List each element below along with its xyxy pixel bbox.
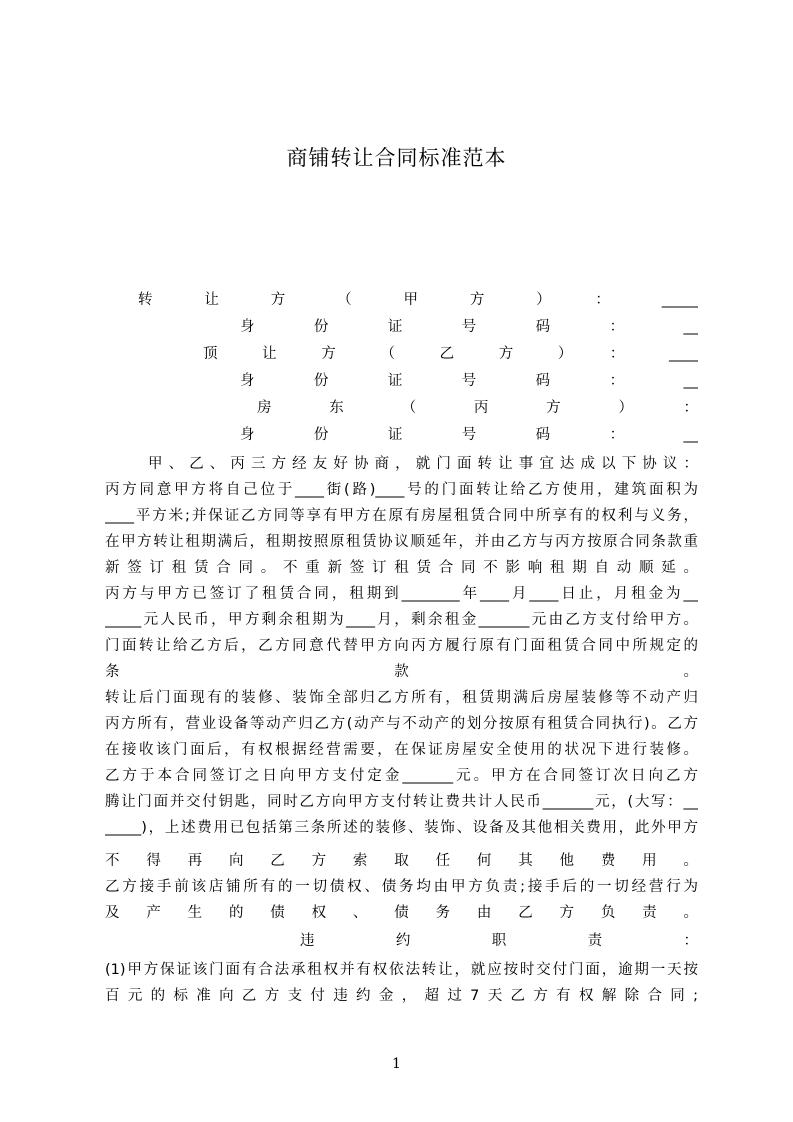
text-line-landlord: 房东（丙方）： xyxy=(257,400,698,416)
text-line: 转让后门面现有的装修、装饰全部归乙方所有，租赁期满后房屋装修等不动产归 xyxy=(105,690,698,706)
section-heading-breach-liability: 违约职责： xyxy=(300,933,698,949)
text-line: 在接收该门面后，有权根据经营需要，在保证房屋安全使用的状况下进行装修。 xyxy=(105,742,698,758)
text-line: 及产生的债权、债务由乙方负责。 xyxy=(105,905,698,921)
text-line: 门面转让给乙方后，乙方同意代替甲方向丙方履行原有门面租赁合同中所规定的 xyxy=(105,638,698,654)
text-line: 丙方同意甲方将自己位于____街(路)____号的门面转让给乙方使用，建筑面积为 xyxy=(105,482,698,498)
text-line-id-number-b: 身份证号码：__ xyxy=(240,373,698,389)
text-line: _____元人民币，甲方剩余租期为____月，剩余租金_______元由乙方支付给甲方。 xyxy=(105,612,698,628)
text-line: ____平方米;并保证乙方同等享有甲方在原有房屋租赁合同中所享有的权利与义务， xyxy=(105,508,698,524)
text-line-transferor: 转让方（甲方）：_____ xyxy=(138,292,698,308)
text-line: 乙方于本合同签订之日向甲方支付定金_______元。甲方在合同签订次日向乙方 xyxy=(105,768,698,784)
text-line: 丙方所有，营业设备等动产归乙方(动产与不动产的划分按原有租赁合同执行)。乙方 xyxy=(105,716,698,732)
text-line: 新签订租赁合同。不重新签订租赁合同不影响租期自动顺延。 xyxy=(105,560,698,576)
text-line: 在甲方转让租期满后，租期按照原租赁协议顺延年，并由乙方与丙方按原合同条款重 xyxy=(105,534,698,550)
text-line-id-number-c: 身份证号码：__ xyxy=(240,427,698,443)
page-number: 1 xyxy=(392,1056,401,1072)
text-line: 不得再向乙方索取任何其他费用。 xyxy=(105,853,698,869)
text-line-id-number-a: 身份证号码：__ xyxy=(240,319,698,335)
text-line: 乙方接手前该店铺所有的一切债权、债务均由甲方负责;接手后的一切经营行为 xyxy=(105,879,698,895)
document-title: 商铺转让合同标准范本 xyxy=(286,146,507,170)
text-line: (1)甲方保证该门面有合法承租权并有权依法转让，就应按时交付门面，逾期一天按 xyxy=(105,962,698,978)
text-line: 腾让门面并交付钥匙，同时乙方向甲方支付转让费共计人民币_______元，(大写：__ xyxy=(105,794,698,810)
text-line: 百元的标准向乙方支付违约金，超过7天乙方有权解除合同; xyxy=(105,988,698,1004)
text-line-transferee: 顶让方（乙方）：____ xyxy=(203,346,698,362)
text-line: 丙方与甲方已签订了租赁合同，租期到________年____月____日止，月租金为__ xyxy=(105,586,698,602)
text-line: 甲、乙、丙三方经友好协商，就门面转让事宜达成以下协议： xyxy=(148,456,698,472)
text-line: 条款。 xyxy=(105,664,698,680)
text-line: _____)，上述费用已包括第三条所述的装修、装饰、设备及其他相关费用，此外甲方 xyxy=(105,820,698,836)
